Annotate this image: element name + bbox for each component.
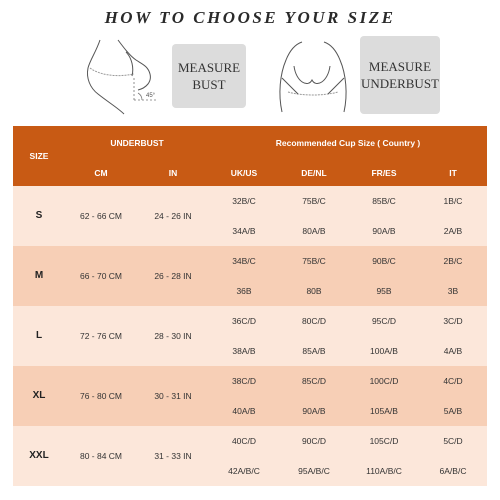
cup-size-cell: 4C/D <box>443 376 463 386</box>
size-chart-table <box>13 126 487 486</box>
measure-bust-box <box>172 44 246 108</box>
cup-size-cell: 90A/B <box>372 226 396 236</box>
header-uk-us: UK/US <box>230 168 258 178</box>
cup-size-cell: 100A/B <box>370 346 398 356</box>
cup-size-cell: 4A/B <box>443 346 463 356</box>
table-header <box>13 126 487 186</box>
cup-size-cell: 36C/D <box>231 316 257 326</box>
underbust-in-cell: 30 - 31 IN <box>154 391 192 401</box>
cup-size-cell: 3B <box>447 286 459 296</box>
cup-size-cell: 42A/B/C <box>228 466 260 476</box>
size-label: XXL <box>29 450 49 461</box>
table-row <box>13 366 487 426</box>
underbust-cm-cell: 72 - 76 CM <box>79 331 123 341</box>
cup-size-cell: 75B/C <box>302 256 326 266</box>
header-underbust: UNDERBUST <box>110 138 164 148</box>
header-size: SIZE <box>29 151 49 161</box>
cup-size-cell: 40C/D <box>231 436 257 446</box>
header-in: IN <box>168 168 178 178</box>
cup-size-cell: 2A/B <box>443 226 463 236</box>
table-row <box>13 306 487 366</box>
header-it: IT <box>449 168 457 178</box>
measure-underbust-box <box>360 36 440 114</box>
cup-size-cell: 40A/B <box>232 406 256 416</box>
cup-size-cell: 90A/B <box>302 406 326 416</box>
measure-bust-label: MEASURE BUST <box>177 60 241 92</box>
underbust-in-cell: 31 - 33 IN <box>154 451 192 461</box>
underbust-cm-cell: 66 - 70 CM <box>79 271 123 281</box>
cup-size-cell: 90C/D <box>301 436 327 446</box>
size-label: XL <box>32 390 46 401</box>
cup-size-cell: 90B/C <box>372 256 396 266</box>
cup-size-cell: 36B <box>236 286 252 296</box>
cup-size-cell: 80C/D <box>301 316 327 326</box>
cup-size-cell: 75B/C <box>302 196 326 206</box>
cup-size-cell: 105C/D <box>369 436 399 446</box>
cup-size-cell: 2B/C <box>443 256 463 266</box>
cup-size-cell: 3C/D <box>443 316 463 326</box>
header-cm: CM <box>94 168 108 178</box>
size-label: S <box>35 210 43 221</box>
underbust-cm-cell: 76 - 80 CM <box>79 391 123 401</box>
cup-size-cell: 85B/C <box>372 196 396 206</box>
cup-size-cell: 85C/D <box>301 376 327 386</box>
underbust-in-cell: 24 - 26 IN <box>154 211 192 221</box>
cup-size-cell: 100C/D <box>369 376 399 386</box>
bust-measure-sketch-icon <box>78 38 168 116</box>
cup-size-cell: 110A/B/C <box>366 466 402 476</box>
cup-size-cell: 34B/C <box>232 256 256 266</box>
table-row <box>13 246 487 306</box>
cup-size-cell: 95C/D <box>371 316 397 326</box>
size-label: L <box>35 330 43 341</box>
cup-size-cell: 38A/B <box>232 346 256 356</box>
underbust-in-cell: 28 - 30 IN <box>154 331 192 341</box>
cup-size-cell: 95A/B/C <box>298 466 330 476</box>
cup-size-cell: 105A/B <box>370 406 398 416</box>
page-title: HOW TO CHOOSE YOUR SIZE <box>104 8 396 27</box>
cup-size-cell: 85A/B <box>302 346 326 356</box>
underbust-cm-cell: 62 - 66 CM <box>79 211 123 221</box>
header-recommended: Recommended Cup Size ( Country ) <box>275 138 421 148</box>
table-row <box>13 186 487 246</box>
cup-size-cell: 80A/B <box>302 226 326 236</box>
cup-size-cell: 38C/D <box>231 376 257 386</box>
cup-size-cell: 80B <box>306 286 322 296</box>
header-fr-es: FR/ES <box>371 168 397 178</box>
cup-size-cell: 34A/B <box>232 226 256 236</box>
cup-size-cell: 32B/C <box>232 196 256 206</box>
angle-label: 45° <box>146 93 156 99</box>
cup-size-cell: 5A/B <box>443 406 463 416</box>
header-de-nl: DE/NL <box>301 168 327 178</box>
cup-size-cell: 5C/D <box>443 436 463 446</box>
size-label: M <box>34 270 44 281</box>
cup-size-cell: 95B <box>376 286 392 296</box>
underbust-measure-sketch-icon <box>268 38 358 116</box>
cup-size-cell: 1B/C <box>443 196 463 206</box>
underbust-in-cell: 26 - 28 IN <box>154 271 192 281</box>
measure-underbust-label: MEASURE UNDERBUST <box>360 59 439 91</box>
table-row <box>13 426 487 486</box>
underbust-cm-cell: 80 - 84 CM <box>79 451 123 461</box>
cup-size-cell: 6A/B/C <box>439 466 467 476</box>
